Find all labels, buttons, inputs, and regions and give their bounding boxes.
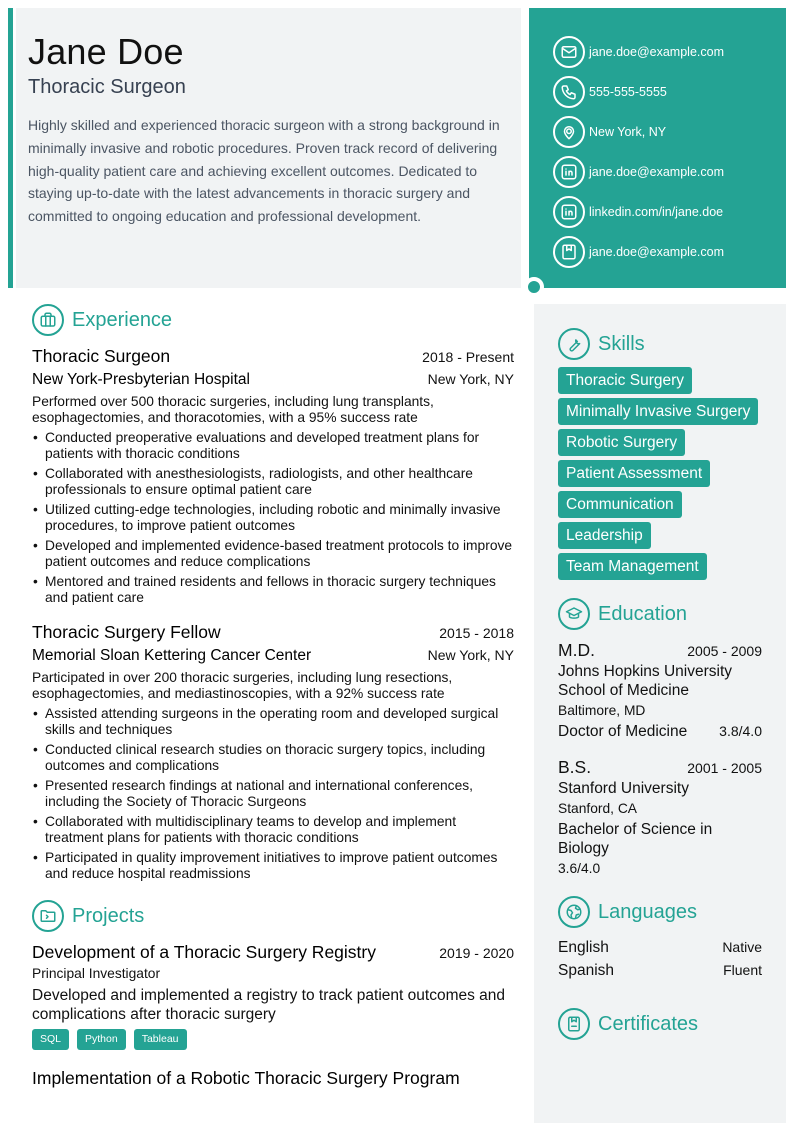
linkedin-icon — [553, 196, 585, 228]
language-row — [558, 936, 762, 959]
project-description: Developed and implemented a registry to track patient outcomes and complications after thoracic surgery — [32, 987, 506, 1023]
education-entry — [558, 755, 762, 880]
tag: Tableau — [134, 1029, 187, 1050]
job-role: Thoracic Surgery Fellow — [32, 622, 221, 642]
contact-text: jane.doe@example.com — [589, 165, 724, 179]
project-entry — [32, 1066, 514, 1090]
languages-list — [558, 936, 762, 982]
location-icon — [553, 116, 585, 148]
list-item: • Conducted preoperative evaluations and developed treatment plans for patients with thoracic conditions — [32, 430, 514, 462]
contact-text: linkedin.com/in/jane.doe — [589, 205, 724, 219]
wrench-icon — [558, 328, 590, 360]
phone-icon — [553, 76, 585, 108]
skill-badge: Communication — [558, 491, 682, 518]
contact-text: jane.doe@example.com — [589, 245, 724, 259]
list-item: • Participated in quality improvement initiatives to improve patient outcomes and reduce hospital readmissions — [32, 850, 514, 882]
contact-text: 555-555-5555 — [589, 85, 667, 99]
major: Bachelor of Science in Biology — [558, 821, 713, 857]
job-summary: Performed over 500 thoracic surgeries, including lung transplants, esophagectomies, and thoracotomies, with a 95% success rate — [32, 394, 434, 425]
gpa: 3.6/4.0 — [558, 861, 601, 876]
language-level: Native — [722, 939, 762, 955]
graduation-cap-icon — [558, 598, 590, 630]
section-title: Projects — [72, 904, 145, 927]
list-item: • Collaborated with anesthesiologists, radiologists, and other healthcare professionals to ensure optimal patient care — [32, 466, 514, 498]
list-item: • Conducted clinical research studies on thoracic surgery topics, including outcomes and complications — [32, 742, 514, 774]
contact-linkedin-email[interactable] — [553, 152, 786, 192]
projects-heading — [32, 896, 514, 936]
experience-entry — [32, 344, 514, 606]
certificate-icon — [558, 1008, 590, 1040]
candidate-title: Thoracic Surgeon — [28, 76, 186, 98]
language-level: Fluent — [723, 962, 762, 978]
school-location: Baltimore, MD — [558, 703, 646, 718]
decorative-dot — [524, 277, 544, 297]
education-entry — [558, 638, 762, 741]
degree: B.S. — [558, 757, 592, 777]
job-location: New York, NY — [427, 371, 514, 387]
project-name: Implementation of a Robotic Thoracic Surgery Program — [32, 1068, 460, 1088]
sidebar — [534, 304, 786, 1123]
language-name: Spanish — [558, 962, 615, 979]
skill-badge: Robotic Surgery — [558, 429, 685, 456]
skill-badge: Patient Assessment — [558, 460, 710, 487]
contact-email[interactable] — [553, 32, 786, 72]
list-item: • Assisted attending surgeons in the operating room and developed surgical skills and techniques — [32, 706, 514, 738]
section-title: Certificates — [598, 1012, 699, 1035]
school-location: Stanford, CA — [558, 801, 637, 816]
contact-location — [553, 112, 786, 152]
languages-heading — [558, 892, 762, 932]
skill-badge: Leadership — [558, 522, 651, 549]
project-dates: 2019 - 2020 — [439, 945, 514, 961]
briefcase-icon — [32, 304, 64, 336]
email-icon — [553, 36, 585, 68]
project-tags — [32, 1029, 514, 1050]
list-item: • Developed and implemented evidence-based treatment protocols to improve patient outcomes and reduce complications — [32, 538, 514, 570]
school: Johns Hopkins University School of Medicine — [558, 663, 733, 699]
header — [16, 8, 521, 288]
section-title: Skills — [598, 332, 645, 355]
portfolio-icon — [553, 236, 585, 268]
linkedin-icon — [553, 156, 585, 188]
language-row — [558, 959, 762, 982]
section-title: Experience — [72, 308, 173, 331]
contact-panel — [529, 8, 786, 288]
skill-badge: Thoracic Surgery — [558, 367, 692, 394]
school: Stanford University — [558, 780, 689, 797]
tag: Python — [77, 1029, 126, 1050]
job-org: Memorial Sloan Kettering Cancer Center — [32, 647, 312, 664]
education-heading — [558, 594, 762, 634]
project-name: Development of a Thoracic Surgery Registry — [32, 942, 376, 962]
tag: SQL — [32, 1029, 69, 1050]
experience-entry — [32, 620, 514, 882]
summary: Highly skilled and experienced thoracic surgeon with a strong background in minimally invasive and robotic procedures. Proven track record of delivering high-quality patient care and achieving excellent outcomes. Dedicated to staying up-to-date with the latest advancements in thoracic surgery and committed to ongoing education and professional development. — [28, 117, 500, 225]
list-item: • Collaborated with multidisciplinary teams to develop and implement treatment plans for patients with thoracic conditions — [32, 814, 514, 846]
education-dates: 2001 - 2005 — [687, 760, 762, 776]
skills-list — [558, 367, 762, 580]
major: Doctor of Medicine — [558, 723, 688, 740]
folder-icon — [32, 900, 64, 932]
contact-phone[interactable] — [553, 72, 786, 112]
skills-heading — [558, 324, 762, 364]
globe-icon — [558, 896, 590, 928]
language-name: English — [558, 939, 609, 956]
job-bullets — [32, 430, 514, 606]
job-summary: Participated in over 200 thoracic surgeries, including lung resections, esophagectomies, and mediastinoscopies, with a 92% success rate — [32, 670, 453, 701]
contact-text: jane.doe@example.com — [589, 45, 724, 59]
certificates-heading — [558, 1004, 762, 1044]
contact-linkedin-url[interactable] — [553, 192, 786, 232]
candidate-name: Jane Doe — [28, 31, 184, 72]
list-item: • Utilized cutting-edge technologies, including robotic and minimally invasive procedures, to improve patient outcomes — [32, 502, 514, 534]
contact-portfolio[interactable] — [553, 232, 786, 272]
list-item: • Presented research findings at national and international conferences, including the Society of Thoracic Surgeons — [32, 778, 514, 810]
skill-badge: Team Management — [558, 553, 707, 580]
job-location: New York, NY — [427, 647, 514, 663]
main-column — [32, 300, 514, 1090]
section-title: Languages — [598, 900, 697, 923]
job-org: New York-Presbyterian Hospital — [32, 371, 250, 388]
degree: M.D. — [558, 640, 595, 660]
job-role: Thoracic Surgeon — [32, 346, 171, 366]
experience-heading — [32, 300, 514, 340]
gpa: 3.8/4.0 — [719, 723, 762, 739]
contact-text: New York, NY — [589, 125, 667, 139]
project-entry — [32, 940, 514, 1050]
job-dates: 2015 - 2018 — [439, 625, 514, 641]
education-dates: 2005 - 2009 — [687, 643, 762, 659]
header-accent-bar — [8, 8, 13, 288]
job-bullets — [32, 706, 514, 882]
job-dates: 2018 - Present — [422, 349, 514, 365]
section-title: Education — [598, 602, 687, 625]
project-role: Principal Investigator — [32, 966, 161, 981]
list-item: • Mentored and trained residents and fellows in thoracic surgery techniques and patient care — [32, 574, 514, 606]
skill-badge: Minimally Invasive Surgery — [558, 398, 758, 425]
